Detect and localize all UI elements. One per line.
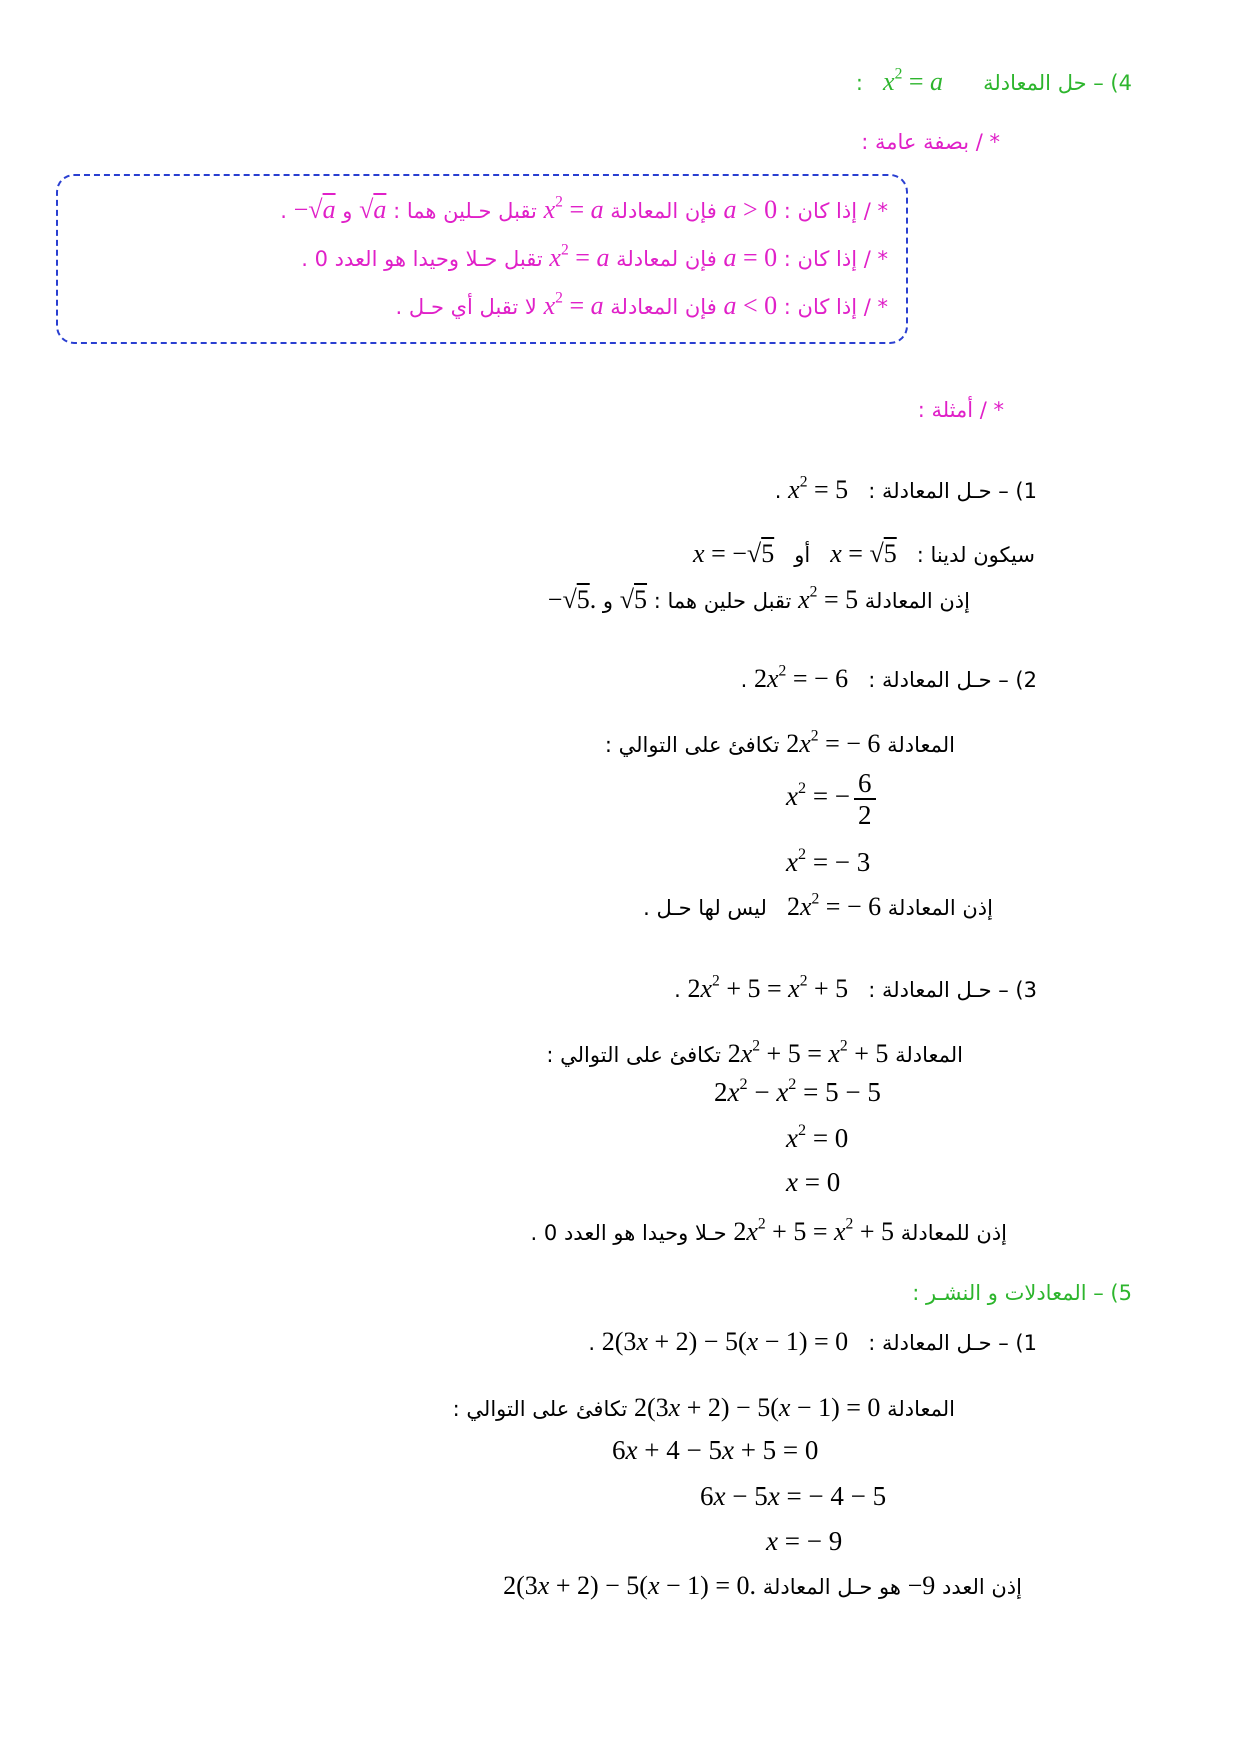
ex2-eq2: $2x^2$ = − 6 (786, 890, 882, 921)
ex1-title-text: 1) – حـل المعادلة : (868, 479, 1037, 503)
s5-ex1-line2 (503, 1572, 1022, 1601)
s5-ex1-so: إذن العدد (941, 1575, 1022, 1599)
ex1-eq2: $x^2 = 5$ (798, 583, 859, 614)
ex3-equation: $2x^2 + 5 = x^2 + 5$ (687, 972, 849, 1003)
s5-ex1-is-sol: هو حـل المعادلة (762, 1575, 901, 1599)
ex3-title-text: 3) – حـل المعادلة : (868, 978, 1037, 1002)
s5-ex1-value: −9 (907, 1571, 936, 1600)
s5-ex1-title: 1) – حـل المعادلة : 2(3x + 2) − 5(x − 1) = 0 . (588, 1327, 1037, 1356)
rule1-root-neg: −√a (293, 195, 336, 224)
rule1-equation: $x^2 = a$ (543, 193, 604, 224)
ex3-step2: $x^2 = 0$ (786, 1120, 849, 1153)
ex2-so: إذن المعادلة (887, 896, 993, 920)
ex2-line2 (643, 890, 993, 922)
section4-heading (855, 65, 1132, 97)
ex1-and: و (602, 589, 614, 613)
rule3-condition: a < 0 (723, 291, 778, 320)
ex1-line2 (547, 583, 970, 615)
s5-ex1-title-text: 1) – حـل المعادلة : (868, 1331, 1037, 1355)
ex3-unique-sol: حـلا وحيدا هو العدد 0 . (530, 1221, 727, 1245)
ex2-equiv: تكافئ على التوالي : (604, 733, 780, 757)
rule3-equation: $x^2 = a$ (543, 289, 604, 320)
ex3-eq1: $2x^2 + 5 = x^2 + 5$ (727, 1037, 889, 1068)
ex1-so: إذن المعادلة (864, 589, 970, 613)
rule-line-2 (301, 241, 888, 273)
ex1-or: أو (794, 543, 811, 567)
ex2-no-sol: ليس لها حـل . (643, 896, 767, 920)
rule1-root-pos: √a (359, 195, 387, 224)
rule2-text: تقبل حـلا وحيدا هو العدد 0 . (301, 247, 543, 271)
ex1-two-sol: تقبل حلين هما : (653, 589, 792, 613)
s5-ex1-step1: 6x + 4 − 5x + 5 = 0 (612, 1435, 819, 1465)
ex3-line1 (546, 1037, 963, 1069)
ex1-equation: $x^2 = 5$ (788, 473, 849, 504)
rule1-then: فإن المعادلة (610, 199, 717, 223)
rule3-then: فإن المعادلة (610, 295, 717, 319)
ex1-root-pos: √5 (619, 585, 648, 614)
s5-ex1-step2: 6x − 5x = − 4 − 5 (700, 1481, 887, 1511)
rule2-if: * / إذا كان : (783, 247, 888, 271)
ex3-eq2: $2x^2 + 5 = x^2 + 5$ (733, 1215, 894, 1246)
rule-line-3 (395, 289, 888, 321)
s5-ex1-eq-label: المعادلة (887, 1397, 955, 1421)
rule1-and: و (342, 199, 353, 223)
rule1-condition: a > 0 (723, 195, 778, 224)
ex2-eq1: $2x^2$ = − 6 (786, 727, 881, 758)
ex3-so: إذن للمعادلة (900, 1221, 1007, 1245)
ex1-root-neg: −√5. (547, 585, 597, 614)
s5-ex1-line1 (453, 1394, 955, 1423)
s5-ex1-step3: x = − 9 (766, 1526, 843, 1556)
ex2-step2: $x^2$ = − 3 (786, 844, 871, 877)
rule2-condition: a = 0 (723, 243, 778, 272)
ex3-step1: $2x^2 - x^2 = 5 - 5$ (714, 1074, 881, 1107)
ex1-title: 1) – حـل المعادلة : $x^2 = 5$ . (774, 473, 1037, 504)
rule3-text: لا تقبل أي حـل . (395, 295, 537, 319)
ex1-sol-neg: x = −√5 (693, 539, 775, 568)
rule1-text: تقبل حـلين هما : (393, 199, 537, 223)
ex3-equiv: تكافئ على التوالي : (546, 1043, 722, 1067)
ex1-sol-pos: x = √5 (830, 539, 897, 568)
ex3-step3: x = 0 (786, 1167, 841, 1197)
rule1-if: * / إذا كان : (783, 199, 888, 223)
ex2-eq-label: المعادلة (887, 733, 955, 757)
section4-colon: : (855, 71, 863, 95)
rule2-equation: $x^2 = a$ (549, 241, 610, 272)
s5-ex1-eq1: 2(3x + 2) − 5(x − 1) = 0 (633, 1393, 881, 1422)
section4-equation: $x^2 = a$ (883, 65, 944, 96)
ex2-title-text: 2) – حـل المعادلة : (868, 668, 1037, 692)
examples-heading: * / أمثلة : (917, 398, 1004, 422)
s5-ex1-equiv: تكافئ على التوالي : (452, 1397, 628, 1421)
section5-heading: 5) – المعادلات و النشـر : (912, 1281, 1132, 1305)
section4-heading-text: 4) – حل المعادلة (983, 71, 1132, 95)
rule3-if: * / إذا كان : (783, 295, 888, 319)
ex2-line1 (604, 727, 955, 759)
ex1-we-have: سيكون لدينا : (916, 543, 1035, 567)
s5-ex1-equation: 2(3x + 2) − 5(x − 1) = 0 (601, 1327, 849, 1356)
rule1-period: . (280, 199, 287, 223)
ex1-line1 (693, 540, 1035, 569)
rule-line-1 (280, 193, 888, 225)
ex2-equation: $2x^2$ = − 6 (754, 662, 849, 693)
ex3-line2 (530, 1215, 1007, 1247)
ex2-title: 2) – حـل المعادلة : $2x^2$ = − 6 . (740, 662, 1037, 693)
ex3-eq-label: المعادلة (895, 1043, 963, 1067)
s5-ex1-eq2: 2(3x + 2) − 5(x − 1) = 0. (503, 1571, 756, 1600)
general-heading: * / بصفة عامة : (861, 130, 1000, 154)
ex2-step1: $x^2$ = − $\frac{6}{2}$ (786, 768, 880, 830)
rule2-then: فإن لمعادلة (616, 247, 717, 271)
ex3-title: 3) – حـل المعادلة : $2x^2 + 5 = x^2 + 5$ . (674, 972, 1037, 1003)
